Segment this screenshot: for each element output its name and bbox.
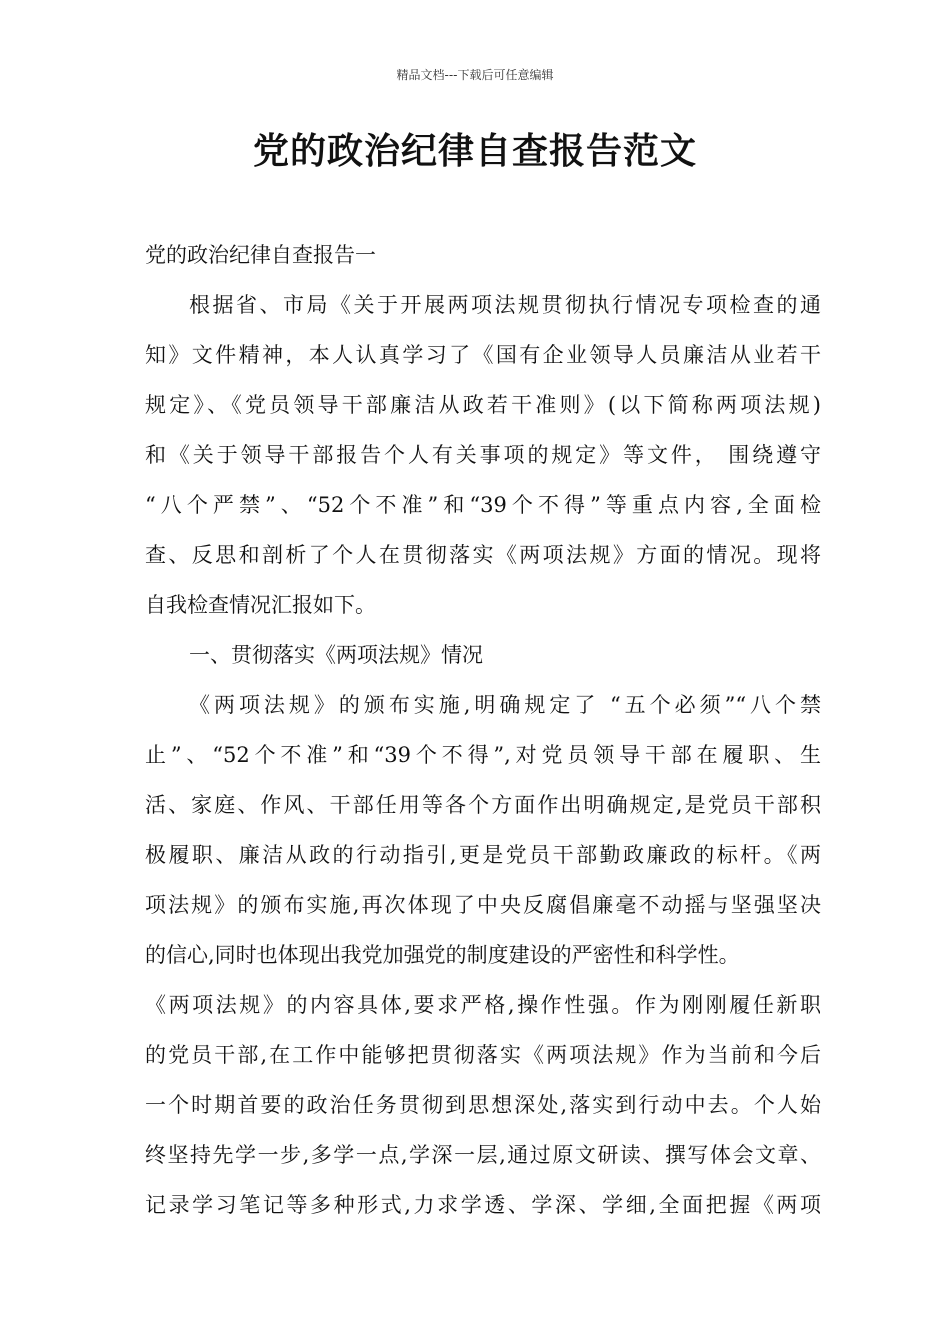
paragraph-line: 《两项法规》的颁布实施,明确规定了 “五个必须”“八个禁 <box>189 693 821 717</box>
paragraph-line: 一个时期首要的政治任务贯彻到思想深处,落实到行动中去。个人始 <box>145 1093 821 1117</box>
paragraph-line: 终坚持先学一步,多学一点,学深一层,通过原文研读、撰写体会文章、 <box>145 1143 821 1167</box>
document-header-note: 精品文档---下载后可任意编辑 <box>396 68 554 82</box>
paragraph-line: 《两项法规》的内容具体,要求严格,操作性强。作为刚刚履任新职 <box>145 993 821 1017</box>
paragraph-line: 的信心,同时也体现出我党加强党的制度建设的严密性和科学性。 <box>145 943 740 967</box>
paragraph-line: 项法规》的颁布实施,再次体现了中央反腐倡廉毫不动摇与坚强坚决 <box>145 893 821 917</box>
paragraph-line: “八个严禁”、“52个不准”和“39个不得”等重点内容,全面检 <box>145 493 821 517</box>
document-title: 党的政治纪律自查报告范文 <box>252 131 697 172</box>
paragraph-line: 和《关于领导干部报告个人有关事项的规定》等文件， 围绕遵守 <box>145 443 821 467</box>
paragraph-line: 知》文件精神，本人认真学习了《国有企业领导人员廉洁从业若干 <box>145 343 821 367</box>
subsection-heading: 一、贯彻落实《两项法规》情况 <box>189 643 483 667</box>
paragraph-line: 自我检查情况汇报如下。 <box>145 593 376 617</box>
section-heading: 党的政治纪律自查报告一 <box>145 243 376 267</box>
paragraph-line: 根据省、市局《关于开展两项法规贯彻执行情况专项检查的通 <box>189 293 821 317</box>
paragraph-line: 极履职、廉洁从政的行动指引,更是党员干部勤政廉政的标杆。《两 <box>145 843 821 867</box>
paragraph-line: 记录学习笔记等多种形式,力求学透、学深、学细,全面把握《两项 <box>145 1193 821 1217</box>
paragraph-line: 止”、“52个不准”和“39个不得”,对党员领导干部在履职、生 <box>145 743 821 767</box>
paragraph-line: 查、反思和剖析了个人在贯彻落实《两项法规》方面的情况。现将 <box>145 543 821 567</box>
paragraph-line: 规定》、《党员领导干部廉洁从政若干准则》(以下简称两项法规) <box>145 393 821 417</box>
paragraph-line: 活、家庭、作风、干部任用等各个方面作出明确规定,是党员干部积 <box>145 793 821 817</box>
document-body <box>145 230 821 1230</box>
paragraph-line: 的党员干部,在工作中能够把贯彻落实《两项法规》作为当前和今后 <box>145 1043 821 1067</box>
